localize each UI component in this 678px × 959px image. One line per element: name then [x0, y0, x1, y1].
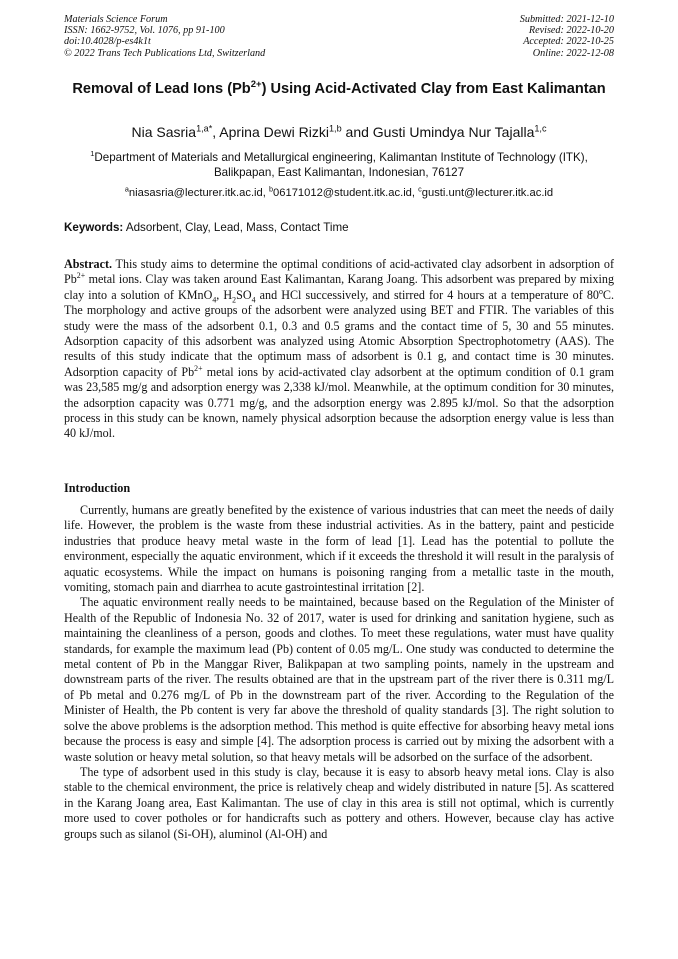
abstract-text: This study aims to determine the optimal conditions of acid-activated clay adsorbent in adsorption of Pb	[64, 257, 614, 287]
submission-dates	[520, 14, 614, 59]
email-marker: c	[418, 184, 422, 194]
abstract-sup: o	[598, 286, 603, 296]
author-sep: ,	[212, 124, 220, 140]
email-b[interactable]: 06171012@student.itk.ac.id	[273, 187, 412, 199]
author-2-affil: 1,b	[328, 123, 342, 134]
journal-copyright: © 2022 Trans Tech Publications Ltd, Switzerland	[64, 47, 266, 59]
affiliation-text: Department of Materials and Metallurgical engineering, Kalimantan Institute of Technology (ITK), Balikpapan, East Kalimantan, Indonesian, 76127	[94, 151, 588, 179]
paper-title	[64, 80, 614, 98]
date-online: Online: 2022-12-08	[532, 47, 614, 59]
keywords-label: Keywords:	[64, 221, 124, 234]
author-emails: $^a$niasasria@lecturer.itk.ac.id, $^b$06171012@student.itk.ac.id, $^c$gusti.unt@lecturer.itk.ac.id	[124, 184, 554, 199]
paragraph: The aquatic environment really needs to be maintained, because based on the Regulation of the Minister of Health of the Republic of Indonesia No. 32 of 2017, water is used for drinking and sanitation hygiene, such as maintaining the cleanliness of a person, goods and clothes. To meet these regulations, water must have quality standards, for example the maximum lead (Pb) content of 0.05 mg/L. One study was conducted to determine the metal content of Pb in the Manggar River, Balikpapan at two sampling points, namely in the upstream and downstream parts of the river. The results obtained are that in the upstream part of the river there is 0.311 mg/L of Pb metal and 0.276 mg/L of Pb in the downstream part of the river. According to the Regulation of the Minister of Health, the Pb content is very far above the threshold of quality standards [3]. The right solution to solve the above problems is the adsorption method. This method is quite effective for absorbing heavy metal ions because the process is easy and simple [4]. The adsorption process is carried out by mixing the adsorbent with a waste solution or heavy metal solution, so that heavy metals will be adsorbed on the surface of the adsorbent.	[64, 595, 614, 764]
journal-issn: ISSN: 1662-9752, Vol. 1076, pp 91-100	[64, 25, 225, 37]
abstract-text: metal ions. Clay was taken around East Kalimantan, Karang Joang. This adsorbent was prepared by mixing clay into a solution of KMnO	[64, 272, 614, 302]
abstract-text: SO	[236, 287, 252, 302]
affiliation-marker: 1	[90, 149, 95, 159]
title-text-cont: ) Using Acid-Activated Clay from East Kalimantan	[261, 81, 606, 97]
author-3: Gusti Umindya Nur Tajalla	[372, 124, 535, 140]
abstract-text: metal ions by acid-activated clay adsorbent at the optimum condition of 0.1 gram was 23,585 mg/g and adsorption energy was 2,338 kJ/mol. Meanwhile, at the optimum condition for 30 minutes, the adsorption capacity was 0.771 mg/g, and the adsorption energy was 2.895 kJ/mol. So that the adsorption process in this study can be known, namely physical adsorption because the adsorption energy value is less than 40 kJ/mol.	[64, 364, 615, 441]
paragraph: Currently, humans are greatly benefited by the existence of various industries that can meet the needs of daily life. However, the problem is the waste from these industrial activities. As in the battery, paint and pesticide industries that produce heavy metal waste in the form of lead [1]. Lead has the potential to pollute the environment, especially the aquatic environment, which if it exceeds the threshold it will result in the paralysis of aquatic ecosystems. While the impact on humans is poisoning ranging from a metallic taste in the mouth, vomiting, stomach pain and diarrhea to acute gastrointestinal irritation [2].	[64, 503, 614, 595]
affiliation	[64, 151, 614, 180]
abstract-sup: 2+	[76, 271, 86, 281]
abstract-sub: 2	[232, 295, 237, 305]
keywords-text: Adsorbent, Clay, Lead, Mass, Contact Time	[123, 221, 349, 234]
introduction-body	[64, 503, 614, 842]
author-3-affil: 1,c	[534, 123, 547, 134]
email-marker: b	[268, 184, 274, 194]
abstract-label: Abstract.	[64, 257, 113, 271]
title-text: Removal of Lead Ions (Pb	[72, 81, 251, 97]
author-1: Nia Sasria	[131, 124, 197, 140]
abstract	[64, 257, 614, 442]
paragraph: The type of adsorbent used in this study is clay, because it is easy to absorb heavy metal ions. Clay is also stable to the chemical environment, the price is relatively cheap and widely distributed in nature [5]. As scattered in the Karang Joang area, East Kalimantan. The use of clay in this area is still not optimal, which is currently more used to cover potholes or for handicrafts such as pottery and others. However, because clay has active groups such as silanol (Si-OH), aluminol (Al-OH) and	[64, 764, 614, 841]
email-a[interactable]: niasasria@lecturer.itk.ac.id	[128, 187, 263, 199]
keywords	[64, 221, 614, 235]
abstract-text: and HCl successively, and stirred for 4 hours at a temperature of 80	[255, 287, 599, 302]
journal-info	[64, 14, 265, 59]
abstract-sub: 4	[212, 295, 217, 305]
email-marker: a	[124, 184, 129, 194]
date-accepted: Accepted: 2022-10-25	[523, 36, 614, 48]
abstract-sup: 2+	[194, 363, 203, 373]
title-superscript: 2+	[250, 79, 262, 91]
abstract-text: C. The morphology and active groups of the adsorbent were analyzed using BET and FTIR. The variables of this study were the mass of the adsorbent 0.1, 0.3 and 0.5 grams and the contact time of 5, 30 and 55 minutes. Adsorption capacity of this adsorbent was analyzed using Atomic Absorption Spectrophotometry (AAS). The results of this study indicate that the optimum mass of adsorbent is 0.1 g, and contact time is 30 minutes. Adsorption capacity of Pb	[64, 287, 615, 379]
journal-doi[interactable]: doi:10.4028/p-es4k1t	[64, 36, 151, 48]
author-1-affil: 1,a*	[196, 123, 213, 134]
author-2: Aprina Dewi Rizki	[219, 124, 329, 140]
abstract-text: , H	[216, 287, 233, 302]
section-heading-introduction: Introduction	[64, 481, 131, 495]
date-submitted: Submitted: 2021-12-10	[519, 14, 614, 25]
date-revised: Revised: 2022-10-20	[528, 25, 614, 37]
author-sep: and	[341, 124, 373, 140]
email-c[interactable]: gusti.unt@lecturer.itk.ac.id	[421, 187, 554, 199]
journal-name: Materials Science Forum	[64, 14, 168, 25]
author-list	[64, 124, 614, 141]
abstract-sub: 4	[251, 295, 256, 305]
